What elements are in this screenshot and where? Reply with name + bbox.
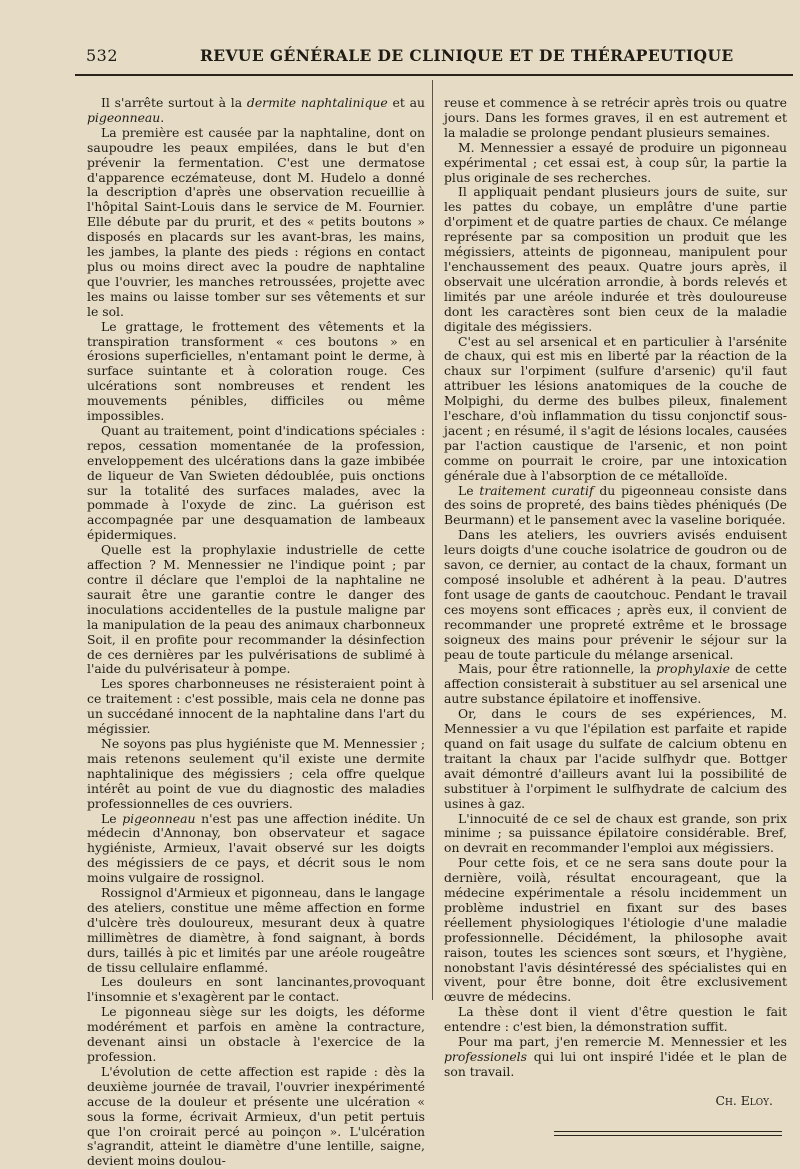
paragraph: Le grattage, le frottement des vêtements et la transpiration transforment « ces boutons » en érosions superficielles, n'entamant point le derme, à surface suintante et à coloration rouge. Ces ulcérations sont nombreuses et rendent les mouvements pénibles, difficiles ou même impossibles. [87, 318, 425, 424]
running-title: REVUE GÉNÉRALE DE CLINIQUE ET DE THÉRAPEUTIQUE [200, 46, 734, 65]
paragraph: Il s'arrête surtout à la dermite naphtalinique et au pigeonneau. [87, 95, 425, 125]
paragraph: Pour ma part, j'en remercie M. Mennessier et les professionels qui lui ont inspiré l'idée et le plan de son travail. [444, 1034, 787, 1079]
italic-term: traitement curatif [479, 482, 594, 498]
page-number: 532 [86, 46, 119, 65]
author-signature: Ch. Eloy. [715, 1092, 773, 1108]
paragraph: reuse et commence à se retrécir après trois ou quatre jours. Dans les formes graves, il en est autrement et la maladie se prolonge pendant plusieurs semaines. [444, 95, 787, 140]
paragraph: Le pigeonneau n'est pas une affection inédite. Un médecin d'Annonay, bon observateur et sagace hygiéniste, Armieux, l'avait observé sur les doigts des mégissiers de ce pays, et décrit sous le nom moins vulgaire de rossignol. [87, 810, 425, 886]
paragraph: Ne soyons pas plus hygiéniste que M. Mennessier ; mais retenons seulement qu'il existe une dermite naphtalinique des mégissiers ; cela offre quelque intérêt au point de vue du diagnostic des maladies professionnelles de ces ouvriers. [87, 735, 425, 811]
italic-term: prophylaxie [656, 661, 730, 677]
end-rule [554, 1131, 782, 1136]
italic-term: dermite naphtalinique [246, 95, 388, 110]
paragraph: Quant au traitement, point d'indications spéciales : repos, cessation momentanée de la profession, enveloppement des ulcérations dans la gaze imbibée de liqueur de Van Swieten dédoublée, puis onctions sur la totalité des surfaces malades, avec la pommade à l'oxyde de zinc. La guérison est accompagnée par une desquamation de lambeaux épidermiques. [87, 422, 425, 543]
paragraph: M. Mennessier a essayé de produire un pigonneau expérimental ; cet essai est, à coup sûr, la partie la plus originale de ses recherches. [444, 139, 787, 185]
paragraph: Or, dans le cours de ses expériences, M. Mennessier a vu que l'épilation est parfaite et rapide quand on fait usage du sulfate de calcium obtenu en traitant la chaux par l'acide sulfhydr que. Bottger avait démontré d'ailleurs avant lui la possibilité de substituer à l'orpiment le sulfhydrate de calcium des usines à gaz. [444, 706, 787, 811]
paragraph: La thèse dont il vient d'être question le fait entendre : c'est bien, la démonstration suffit. [444, 1004, 787, 1035]
left-column [87, 96, 425, 1169]
paragraph: Les spores charbonneuses ne résisteraient point à ce traitement : c'est possible, mais cela ne donne pas un succédané innocent de la naphtaline dans l'art du mégissier. [87, 676, 425, 737]
page-header [0, 44, 800, 70]
paragraph: La première est causée par la naphtaline, dont on saupoudre les peaux empilées, dans le but d'en prévenir la fermentation. C'est une dermatose d'apparence eczémateuse, dont M. Hudelo a donné la description d'après une observation recueillie à l'hôpital Saint-Louis dans le service de M. Fournier. Elle débute par du prurit, et des « petits boutons » disposés en placards sur les avant-bras, les mains, les jambes, la plante des pieds : régions en contact plus ou moins direct avec la poudre de naphtaline que l'ouvrier, les manches retroussées, projette avec les mains ou laisse tomber sur ses vêtements et sur le sol. [87, 124, 425, 319]
italic-term: pigeonneau [87, 109, 161, 125]
paragraph: L'innocuité de ce sel de chaux est grande, son prix minime ; sa puissance épilatoire considérable. Bref, on devrait en recommander l'emploi aux mégissiers. [444, 810, 787, 856]
paragraph: Le traitement curatif du pigeonneau consiste dans des soins de propreté, des bains tièdes phéniqués (De Beurmann) et le pansement avec la vaseline boriquée. [444, 482, 787, 528]
paragraph: Quelle est la prophylaxie industrielle de cette affection ? M. Mennessier ne l'indique point ; par contre il déclare que l'emploi de la naphtaline ne saurait être une garantie contre le danger des inoculations accidentelles de la pustule maligne par la manipulation de la peau des animaux charbonneux Soit, il en profite pour recommander la désinfection de ces dernières par les pulvérisations de sublimé à l'aide du pulvérisateur à pompe. [87, 542, 425, 677]
paragraph: L'évolution de cette affection est rapide : dès la deuxième journée de travail, l'ouvrier inexpérimenté accuse de la douleur et présente une ulcération « sous la forme, écrivait Armieux, d'un petit pertuis que l'on croirait percé au poinçon ». L'ulcération s'agrandit, atteint le diamètre d'une lentille, saigne, devient moins doulou- [87, 1063, 425, 1169]
paragraph: Rossignol d'Armieux et pigonneau, dans le langage des ateliers, constitue une même affection en forme d'ulcère très douloureux, mesurant deux à quatre millimètres de diamètre, à fond saignant, à bords durs, taillés à pic et limités par une aréole rougeâtre de tissu cellulaire enflammé. [87, 885, 425, 975]
paragraph: Les douleurs en sont lancinantes,provoquant l'insomnie et s'exagèrent par le contact. [87, 974, 425, 1005]
paragraph: Pour cette fois, et ce ne sera sans doute pour la dernière, voilà, résultat encourageant, que la médecine expérimentale a résolu incidemment un problème industriel en fixant sur des bases réellement physiologiques l'étiologie d'une maladie professionnelle. Décidément, la philosophe avait raison, toutes les sciences sont sœurs, et l'hygiène, nonobstant l'avis désintéressé des spécialistes qui en vivent, pour être bonne, doit être exclusivement œuvre de médecins. [444, 855, 787, 1005]
paragraph: Le pigonneau siège sur les doigts, les déforme modérément et parfois en amène la contracture, devenant ainsi un obstacle à l'exercice de la profession. [87, 1004, 425, 1064]
column-divider [432, 80, 433, 1000]
header-rule [75, 74, 793, 76]
paragraph: C'est au sel arsenical et en particulier à l'arsénite de chaux, qui est mis en liberté par la réaction de la chaux sur l'orpiment (sulfure d'arsenic) qu'il faut attribuer les lésions anatomiques de la couche de Molpighi, du derme des bulbes pileux, finalement l'eschare, d'où inflammation du tissu conjonctif sous-jacent ; en résumé, il s'agit de lésions locales, causées par l'action caustique de l'arsenic, et non point comme on pourrait le croire, par une intoxication générale due à l'absorption de ce métalloïde. [444, 333, 787, 483]
italic-term: pigeonneau [122, 810, 196, 826]
paragraph: Dans les ateliers, les ouvriers avisés enduisent leurs doigts d'une couche isolatrice de goudron ou de savon, ce dernier, au contact de la chaux, formant un composé insoluble et adhérent à la peau. D'autres font usage de gants de caoutchouc. Pendant le travail ces moyens sont efficaces ; après eux, il convient de recommander une propreté extrême et le brossage soigneux des mains pour prévenir le séjour sur la peau de toute particule du mélange arsenical. [444, 527, 787, 662]
paragraph: Il appliquait pendant plusieurs jours de suite, sur les pattes du cobaye, un emplâtre d'une partie d'orpiment et de quatre parties de chaux. Ce mélange représente par sa composition un produit que les mégissiers, atteints de pigonneau, manipulent pour l'enchaussement des peaux. Quatre jours après, il observait une ulcération arrondie, à bords relevés et limités par une aréole indurée et très douloureuse dont les caractères sont bien ceux de la maladie digitale des mégissiers. [444, 184, 787, 334]
right-column [444, 96, 787, 1136]
italic-term: professionels [444, 1049, 528, 1064]
paragraph: Mais, pour être rationnelle, la prophylaxie de cette affection consisterait à substituer au sel arsenical une autre substance épilatoire et inoffensive. [444, 661, 787, 707]
